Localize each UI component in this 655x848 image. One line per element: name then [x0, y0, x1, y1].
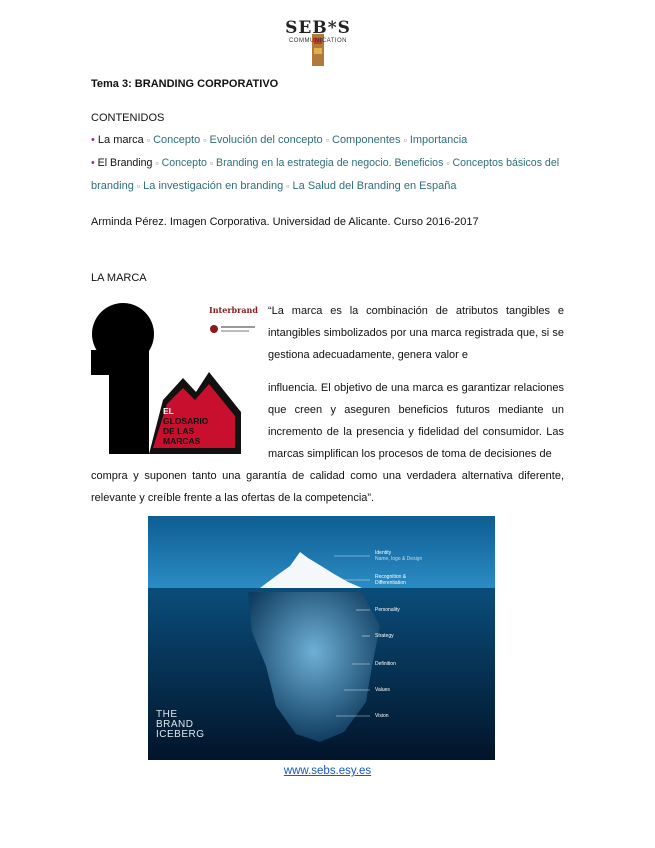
brand-illustration [91, 300, 261, 455]
separator-icon: ▫ [403, 135, 407, 145]
content-link[interactable]: Branding en la estrategia de negocio. Beneficios [216, 157, 444, 169]
iceberg-label: Identity Name, logo & Design [375, 550, 423, 562]
section-label: El Branding [97, 157, 153, 169]
contents-line-1 [91, 133, 467, 147]
content-link[interactable]: La Salud del Branding en España [292, 180, 457, 192]
company-logo [283, 16, 353, 66]
document-title: Tema 3: BRANDING CORPORATIVO [91, 78, 279, 90]
separator-icon: ▫ [155, 158, 159, 168]
website-link[interactable]: www.sebs.esy.es [283, 765, 372, 777]
section-heading: LA MARCA [91, 272, 147, 284]
iceberg-label: Strategy [375, 633, 394, 639]
content-link[interactable]: Importancia [409, 134, 468, 146]
separator-icon: ▫ [325, 135, 329, 145]
quote-part-3: compra y suponen tanto una garantía de calidad como una verdadera alternativa diferente, relevante y creíble frente a las ofertas de la competencia”. [91, 470, 564, 504]
iceberg-label: Vision [375, 713, 389, 719]
contents-line-2 [91, 156, 559, 170]
logo-name: SEB*S [285, 18, 351, 38]
section-label: La marca [97, 134, 144, 146]
university-seal-icon [209, 322, 259, 336]
content-link[interactable]: Concepto [161, 157, 207, 169]
credit-line: Arminda Pérez. Imagen Corporativa. Universidad de Alicante. Curso 2016-2017 [91, 216, 479, 228]
quote-part-1: “La marca es la combinación de atributos tangibles e intangibles simbolizados por una marca registrada que, si se gestiona adecuadamente, genera valor e [268, 305, 564, 361]
content-link[interactable]: Concepto [153, 134, 201, 146]
separator-icon: ▫ [136, 181, 141, 191]
content-link[interactable]: Evolución del concepto [209, 134, 323, 146]
separator-icon: ▫ [286, 181, 290, 191]
iceberg-title: THE BRAND ICEBERG [156, 709, 205, 740]
contents-line-3 [91, 179, 456, 193]
content-link[interactable]: Conceptos básicos del [452, 157, 560, 169]
contents-heading: CONTENIDOS [91, 112, 165, 124]
quote-part-2: influencia. El objetivo de una marca es garantizar relaciones que creen y aseguren beneficios futuros mediante un incremento de la presencia y fidelidad del consumidor. Las marcas simplifican los procesos de toma de decisiones de [268, 382, 564, 460]
iceberg-label: Definition [375, 661, 396, 667]
separator-icon: ▫ [446, 158, 450, 168]
content-link[interactable]: branding [91, 180, 134, 192]
brand-iceberg-image [148, 516, 495, 760]
book-cover-title: EL GLOSARIO DE LAS MARCAS [163, 406, 209, 446]
iceberg-label: Values [375, 687, 390, 693]
separator-icon: ▫ [209, 158, 214, 168]
publisher-logo: Interbrand [209, 305, 258, 315]
iceberg-label: Personality [375, 607, 400, 613]
content-link[interactable]: Componentes [332, 134, 401, 146]
separator-icon: ▫ [146, 135, 151, 145]
bullet-icon: • [91, 134, 95, 146]
separator-icon: ▫ [203, 135, 207, 145]
iceberg-label: Recognition & Differentiation [375, 574, 407, 586]
content-link[interactable]: La investigación en branding [143, 180, 284, 192]
bullet-icon: • [91, 157, 95, 169]
logo-subtitle: COMMUNICATION [288, 38, 348, 44]
